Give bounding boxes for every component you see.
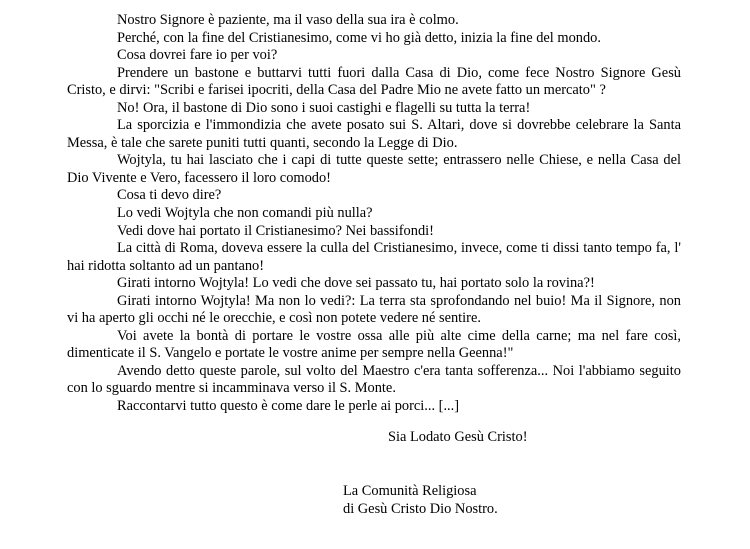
signature-line: La Comunità Religiosa	[343, 483, 477, 499]
paragraph: La sporcizia e l'immondizia che avete posato sui S. Altari, dove si dovrebbe celebrare la Santa Messa, è tale che sarete puniti tutti quanti, secondo la Legge di Dio.	[67, 117, 681, 151]
paragraph: Girati intorno Wojtyla! Ma non lo vedi?: La terra sta sprofondando nel buio! Ma il Signore, non vi ha aperto gli occhi né le orecchie, e così non potete vedere né sentire.	[67, 292, 681, 327]
paragraph: Girati intorno Wojtyla! Lo vedi che dove sei passato tu, hai portato solo la rovina?!	[117, 275, 595, 292]
paragraph: Raccontarvi tutto questo è come dare le perle ai porci... [...]	[117, 398, 460, 415]
paragraph: Wojtyla, tu hai lasciato che i capi di tutte queste sette; entrassero nelle Chiese, e nella Casa del Dio Vivente e Vero, facessero il loro comodo!	[67, 152, 681, 186]
paragraph: Nostro Signore è paziente, ma il vaso della sua ira è colmo.	[117, 12, 459, 28]
paragraph: Vedi dove hai portato il Cristianesimo? Nei bassifondi!	[117, 222, 434, 239]
paragraph: La città di Roma, doveva essere la culla del Cristianesimo, invece, come ti dissi tanto tempo fa, l' hai ridotta soltanto ad un pantano!	[67, 240, 681, 274]
signature-block	[343, 483, 498, 518]
paragraph: Cosa dovrei fare io per voi?	[117, 47, 278, 64]
paragraph: Prendere un bastone e buttarvi tutti fuori dalla Casa di Dio, come fece Nostro Signore Gesù Cristo, e dirvi: "Scribi e farisei ipocriti, della Casa del Padre Mio ne avete fatto un mercato" ?	[67, 64, 681, 99]
closing-salutation: Sia Lodato Gesù Cristo!	[388, 429, 528, 445]
paragraph: Voi avete la bontà di portare le vostre ossa alle più alte cime della carne; ma nel fare così, dimenticate il S. Vangelo e portate le vostre anime per sempre nella Geenna!"	[67, 327, 681, 362]
paragraph: Avendo detto queste parole, sul volto del Maestro c'era tanta sofferenza... Noi l'abbiamo seguito con lo sguardo mentre si incamminava verso il S. Monte.	[67, 362, 681, 397]
message-body	[67, 12, 681, 416]
paragraph: Perché, con la fine del Cristianesimo, come vi ho già detto, inizia la fine del mondo.	[117, 29, 601, 46]
paragraph: No! Ora, il bastone di Dio sono i suoi castighi e flagelli su tutta la terra!	[117, 99, 531, 116]
signature-line: di Gesù Cristo Dio Nostro.	[343, 500, 498, 517]
paragraph: Lo vedi Wojtyla che non comandi più nulla?	[117, 205, 373, 222]
paragraph: Cosa ti devo dire?	[117, 187, 222, 204]
